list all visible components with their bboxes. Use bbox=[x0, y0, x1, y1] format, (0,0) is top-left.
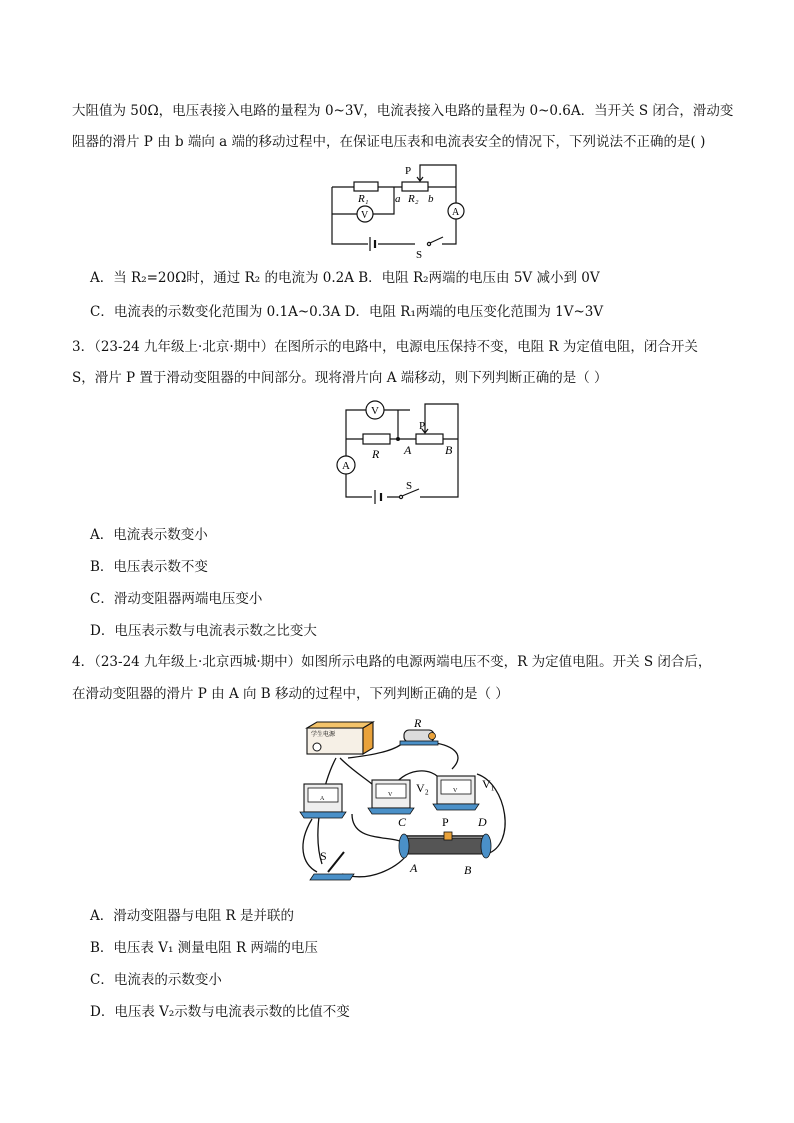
q3-label-v: V bbox=[371, 405, 379, 417]
q4-label-a: A bbox=[410, 861, 418, 875]
q4-physical-circuit-figure bbox=[292, 714, 522, 890]
q4-label-p: P bbox=[442, 815, 449, 829]
q2-slider-arrow bbox=[417, 176, 423, 181]
q4-v1-face-label: V bbox=[453, 788, 458, 794]
q4-rheostat bbox=[399, 832, 491, 858]
q4-switch bbox=[310, 852, 354, 880]
q3-stem-line1: 3．（23-24 九年级上·北京·期中）在图所示的电路中，电源电压保持不变，电阻 R 为定值电阻，闭合开关 bbox=[72, 339, 698, 355]
q3-label-p: P bbox=[419, 420, 426, 432]
q3-label-s: S bbox=[406, 480, 413, 492]
q4-option-a: A．滑动变阻器与电阻 R 是并联的 bbox=[90, 908, 294, 924]
q2-circuit-figure bbox=[320, 160, 470, 261]
q2-label-s: S bbox=[416, 249, 423, 261]
q3-battery bbox=[375, 490, 381, 504]
q4-label-power-supply: 学生电源 bbox=[311, 732, 336, 738]
q3-option-d: D．电压表示数与电流表示数之比变大 bbox=[90, 623, 317, 639]
q3-option-c: C．滑动变阻器两端电压变小 bbox=[90, 591, 263, 607]
q2-label-a: a bbox=[395, 193, 401, 205]
q2-options-row1: A．当 R₂=20Ω时，通过 R₂ 的电流为 0.2A B．电阻 R₂两端的电压由 5V 减小到 0V bbox=[90, 270, 600, 286]
q3-stem-line2: S，滑片 P 置于滑动变阻器的中间部分。现将滑片向 A 端移动，则下列判断正确的是（ ） bbox=[72, 370, 608, 386]
q3-option-b: B．电压表示数不变 bbox=[90, 559, 208, 575]
q2-label-r1: R₁ bbox=[358, 193, 369, 205]
q4-label-r: R bbox=[414, 716, 422, 730]
q3-junction-dot bbox=[396, 437, 400, 441]
q4-ammeter bbox=[300, 784, 346, 818]
q4-stem-line2: 在滑动变阻器的滑片 P 由 A 向 B 移动的过程中，下列判断正确的是（ ） bbox=[72, 686, 509, 702]
q4-label-d: D bbox=[478, 815, 487, 829]
q2-label-a-meter: A bbox=[452, 207, 460, 218]
q4-voltmeter-v1 bbox=[433, 776, 479, 810]
q4-option-b: B．电压表 V₁ 测量电阻 R 两端的电压 bbox=[90, 940, 318, 956]
q2-resistor-r1 bbox=[354, 182, 378, 191]
q3-circuit-figure bbox=[330, 398, 470, 510]
q2-battery bbox=[368, 237, 378, 251]
q2-switch bbox=[427, 237, 443, 246]
q3-rheostat bbox=[416, 434, 443, 444]
q4-label-v1: V₁ bbox=[482, 777, 495, 791]
q4-v2-face-label: V bbox=[388, 792, 393, 798]
q4-stem-line1: 4．（23-24 九年级上·北京西城·期中）如图所示电路的电源两端电压不变，R 为定值电阻。开关 S 闭合后， bbox=[72, 654, 712, 670]
q2-stem-line1: 大阻值为 50Ω，电压表接入电路的量程为 0~3V，电流表接入电路的量程为 0~0.6A．当开关 S 闭合，滑动变 bbox=[72, 103, 734, 119]
q4-resistor-r bbox=[400, 730, 438, 745]
q2-rheostat-r2 bbox=[402, 182, 428, 191]
q3-label-b-end: B bbox=[445, 443, 453, 457]
q2-label-v: V bbox=[361, 210, 369, 221]
q4-label-v2: V₂ bbox=[416, 781, 429, 795]
q2-stem-line2: 阻器的滑片 P 由 b 端向 a 端的移动过程中，在保证电压表和电流表安全的情况下，下列说法不正确的是( ) bbox=[72, 134, 706, 150]
q3-label-a-end: A bbox=[404, 443, 412, 457]
q4-power-supply bbox=[307, 722, 373, 754]
q2-label-p: P bbox=[405, 165, 412, 177]
q3-label-a-meter: A bbox=[342, 460, 350, 472]
q4-label-c: C bbox=[398, 815, 407, 829]
q4-label-s: S bbox=[320, 849, 327, 863]
q4-option-c: C．电流表的示数变小 bbox=[90, 972, 222, 988]
q4-label-b: B bbox=[464, 863, 472, 877]
q4-option-d: D．电压表 V₂示数与电流表示数的比值不变 bbox=[90, 1004, 350, 1020]
q3-resistor-r bbox=[363, 434, 390, 444]
q2-label-r2: R₂ bbox=[408, 193, 419, 205]
q4-ammeter-face-label: A bbox=[320, 796, 325, 802]
q2-label-b: b bbox=[428, 193, 434, 205]
q3-option-a: A．电流表示数变小 bbox=[90, 527, 208, 543]
q3-label-r: R bbox=[372, 447, 380, 461]
q2-options-row2: C．电流表的示数变化范围为 0.1A~0.3A D．电阻 R₁两端的电压变化范围为 1V~3V bbox=[90, 304, 604, 320]
q4-voltmeter-v2 bbox=[368, 780, 414, 814]
